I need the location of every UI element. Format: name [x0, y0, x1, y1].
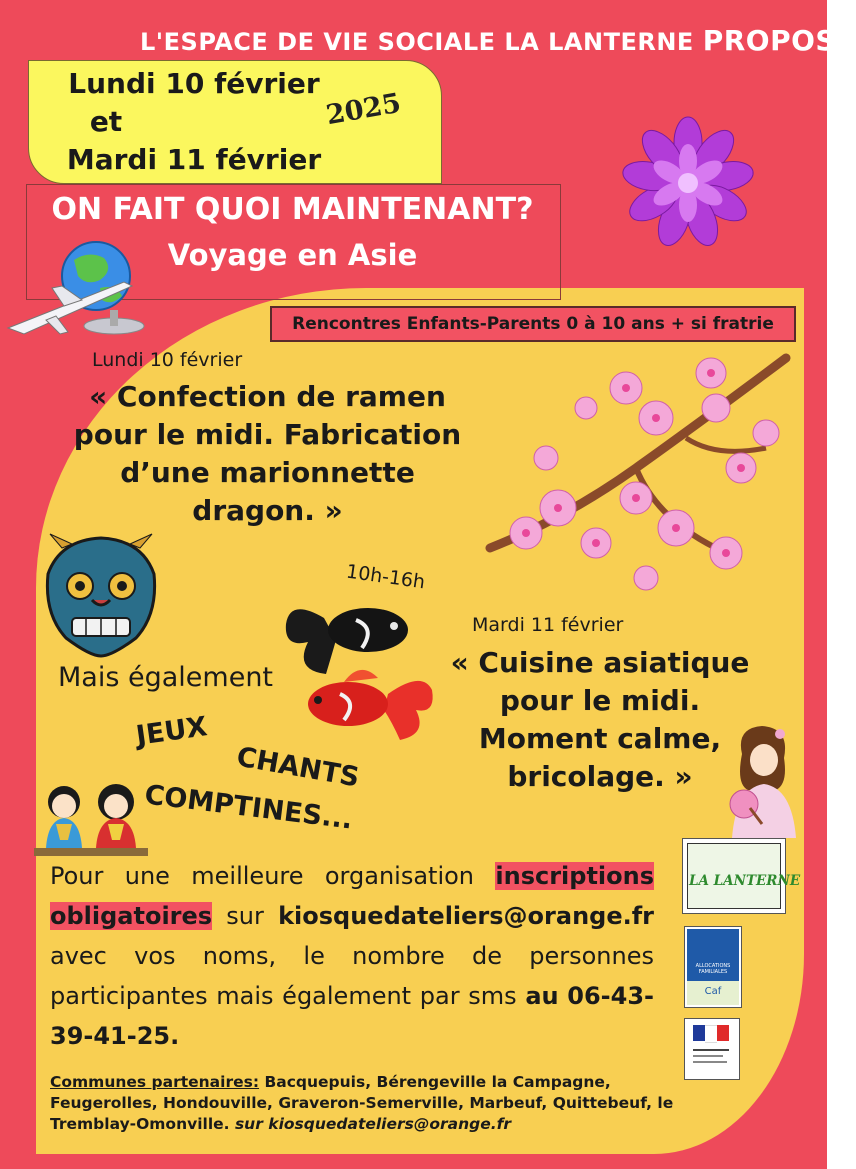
partners-contact: sur kiosquedateliers@orange.fr	[229, 1115, 512, 1133]
monday-activity: « Confection de ramen pour le midi. Fabrication d’une marionnette dragon. »	[73, 380, 462, 527]
globe-airplane-icon	[4, 240, 154, 340]
republique-logo-icon	[684, 1018, 740, 1080]
caf-logo-text: ALLOCATIONS FAMILIALES	[695, 963, 731, 975]
header-title	[140, 24, 856, 57]
lanterne-logo-text: LA LANTERNE	[689, 873, 801, 889]
flag-white	[705, 1025, 717, 1043]
logo-line-2	[693, 1055, 723, 1057]
info-text-details: avec vos noms, le nombre de personnes participantes mais également par sms	[50, 942, 654, 1010]
caf-logo-short: Caf	[687, 981, 739, 1005]
year-label: 2025	[323, 87, 404, 132]
header-title-organisation: L'ESPACE DE VIE SOCIALE LA LANTERNE	[140, 28, 703, 56]
caf-logo-icon	[684, 926, 742, 1008]
info-text-intro: Pour une meilleure organisation	[50, 862, 496, 890]
registration-info	[50, 856, 654, 1056]
monday-label: Lundi 10 février	[92, 349, 243, 371]
caf-logo-blue	[687, 929, 739, 981]
info-highlight-registrations: inscriptions	[495, 862, 654, 890]
contact-email-link[interactable]: kiosquedateliers@orange.fr	[278, 902, 654, 930]
dragon-mask-icon	[42, 534, 160, 658]
partner-communes	[50, 1072, 690, 1135]
lanterne-logo-icon	[682, 838, 801, 914]
flag-red	[717, 1025, 729, 1041]
date-line-monday: Lundi 10 février	[68, 67, 320, 100]
purple-flower-icon	[618, 118, 758, 248]
also-label: Mais également	[58, 662, 274, 693]
time-label: 10h-16h	[344, 560, 427, 594]
activity-games: JEUX	[134, 711, 210, 752]
tuesday-activity: « Cuisine asiatique pour le midi. Moment calme, bricolage. »	[450, 646, 750, 793]
date-line-tuesday: Mardi 11 février	[66, 143, 322, 176]
activity-songs: CHANTS	[234, 741, 362, 794]
tuesday-label: Mardi 11 février	[472, 614, 624, 636]
partners-list: Bacquepuis, Bérengeville la Campagne, Feugerolles, Hondouville, Graveron-Semerville, Marbeuf, Quittebeuf, le Tremblay-Omonville.	[50, 1073, 674, 1133]
contact-phone[interactable]: 06-43-39-41-25.	[50, 982, 654, 1050]
header-title-propose: PROPOSE	[702, 24, 856, 57]
hina-dolls-icon	[34, 778, 148, 858]
activity-rhymes: COMPTINES...	[142, 779, 355, 836]
partners-label: Communes partenaires:	[50, 1073, 260, 1091]
kimono-girl-icon	[722, 724, 802, 838]
red-goldfish-icon	[304, 660, 436, 742]
subtitle: Voyage en Asie	[167, 238, 418, 272]
date-line-and: et	[89, 105, 123, 138]
info-text-on: sur	[212, 902, 279, 930]
flag-blue	[693, 1025, 705, 1041]
cherry-blossom-branch-icon	[486, 348, 792, 598]
main-title: ON FAIT QUOI MAINTENANT?	[51, 192, 534, 227]
info-highlight-mandatory: obligatoires	[50, 902, 213, 930]
logo-line-1	[693, 1049, 729, 1051]
info-text-au: au	[525, 982, 559, 1010]
audience-banner: Rencontres Enfants-Parents 0 à 10 ans + si fratrie	[270, 306, 796, 342]
logo-line-3	[693, 1061, 727, 1063]
